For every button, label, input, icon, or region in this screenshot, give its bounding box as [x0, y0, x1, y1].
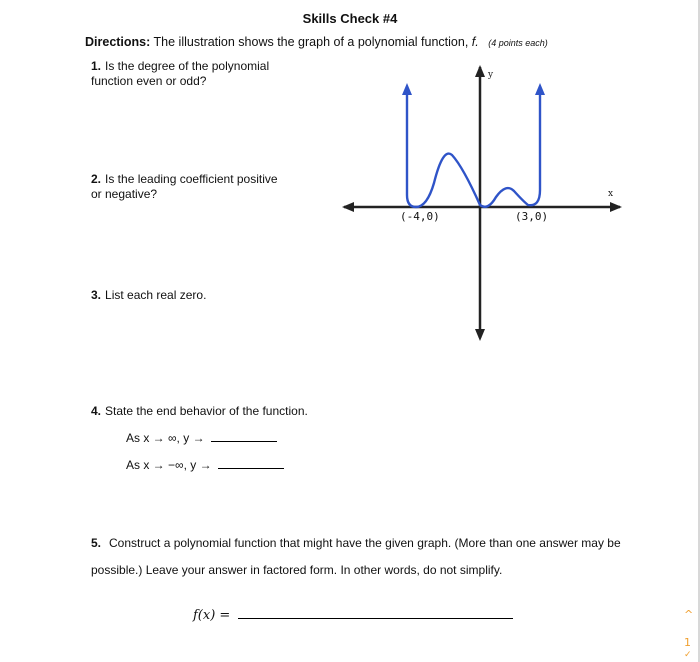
question-5: [91, 530, 631, 584]
answer-blank-2[interactable]: [218, 456, 284, 469]
question-number: 5.: [91, 536, 102, 550]
scroll-up-icon[interactable]: ^: [684, 608, 694, 621]
x-axis-left-arrow: [342, 202, 354, 212]
question-2: [91, 172, 278, 202]
question-text: State the end behavior of the function.: [105, 404, 308, 418]
question-number: 4.: [91, 404, 102, 418]
x-axis-right-arrow: [610, 202, 622, 212]
directions-label: Directions:: [85, 35, 151, 49]
question-text: Is the degree of the polynomial: [105, 59, 270, 73]
end-behavior-text: As x → ∞, y →: [126, 431, 205, 445]
question-number: 2.: [91, 172, 102, 186]
fx-answer-blank[interactable]: [238, 606, 513, 619]
fx-label: f(x) =: [193, 608, 231, 623]
page-number: 1: [684, 636, 691, 649]
question-text: List each real zero.: [105, 288, 207, 302]
fx-answer: [193, 606, 513, 623]
y-axis-down-arrow: [475, 329, 485, 341]
page-title: Skills Check #4: [302, 11, 398, 26]
question-text-cont: function even or odd?: [91, 74, 207, 88]
question-text-cont: or negative?: [91, 187, 158, 201]
question-text: Is the leading coefficient positive: [105, 172, 278, 186]
directions: [85, 35, 548, 49]
end-behavior-row-1: [126, 429, 277, 445]
question-4: [91, 404, 308, 419]
zero-label-left: (-4,0): [400, 210, 440, 223]
y-axis-label: y: [488, 70, 494, 80]
check-icon: ✓: [684, 650, 692, 660]
question-number: 1.: [91, 59, 102, 73]
polynomial-graph: [330, 55, 630, 350]
y-axis-up-arrow: [475, 65, 485, 77]
question-number: 3.: [91, 288, 102, 302]
curve-right-arrow: [535, 83, 545, 95]
x-axis-label: x: [608, 189, 614, 199]
answer-blank-1[interactable]: [211, 429, 277, 442]
zero-label-right: (3,0): [515, 210, 549, 223]
polynomial-curve: [407, 93, 540, 207]
question-text: Construct a polynomial function that might have the given graph. (More than one answer may be possible.) Leave your answer in factored form. In other words, do not simplify.: [91, 536, 621, 577]
question-3: [91, 288, 206, 303]
end-behavior-row-2: [126, 456, 284, 472]
curve-left-arrow: [402, 83, 412, 95]
function-name: f.: [471, 35, 479, 49]
directions-text: The illustration shows the graph of a polynomial function,: [153, 35, 469, 49]
end-behavior-text: As x → −∞, y →: [126, 458, 212, 472]
points-note: (4 points each): [488, 38, 548, 48]
question-1: [91, 59, 269, 89]
